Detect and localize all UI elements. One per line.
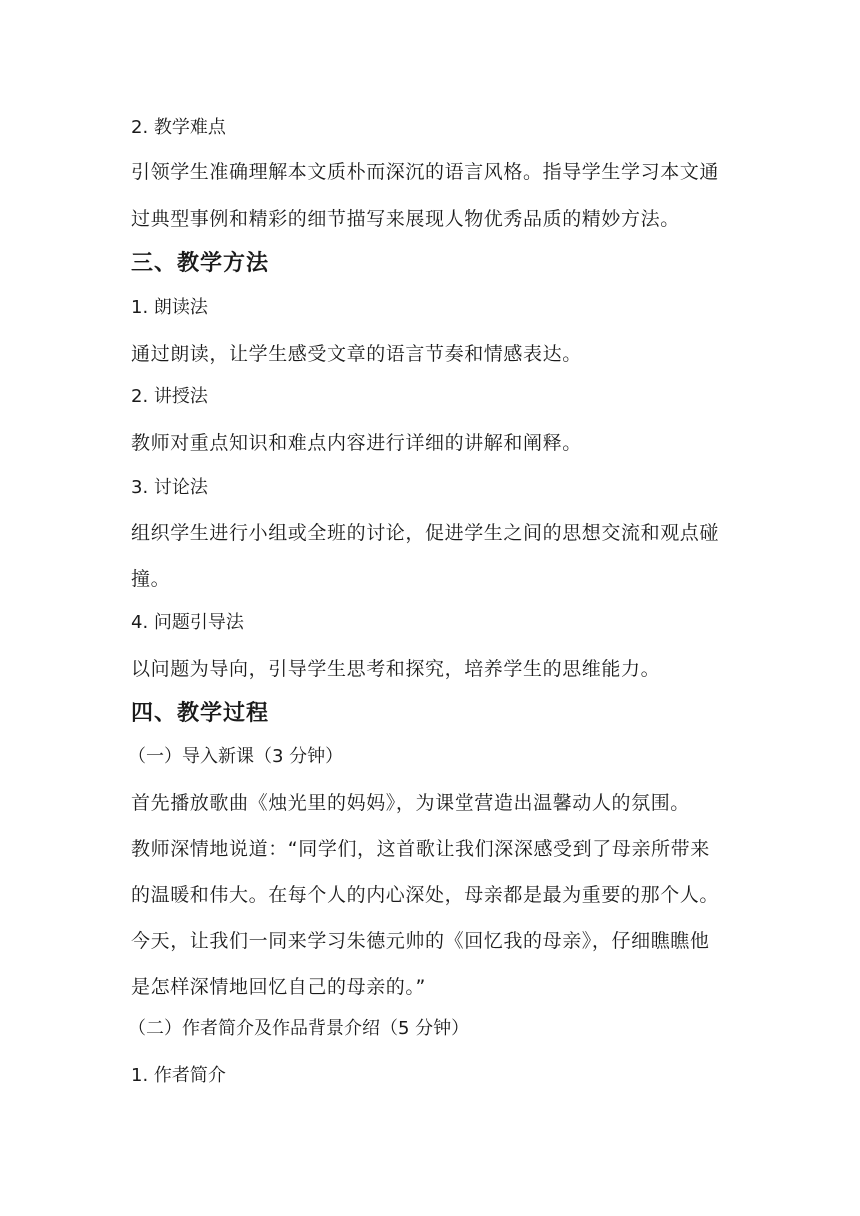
paragraph-line: 教师深情地说道：“同学们，这首歌让我们深深感受到了母亲所带来	[131, 838, 710, 860]
method-text: 撞。	[131, 568, 171, 590]
section-heading-teaching-process: 四、教学过程	[131, 701, 270, 726]
method-text: 组织学生进行小组或全班的讨论，促进学生之间的思想交流和观点碰	[131, 522, 720, 544]
paragraph-line: 的温暖和伟大。在每个人的内心深处，母亲都是最为重要的那个人。	[131, 884, 720, 906]
paragraph-line: 今天，让我们一同来学习朱德元帅的《回忆我的母亲》，仔细瞧瞧他	[131, 930, 710, 952]
method-title: 4. 问题引导法	[131, 612, 244, 633]
method-title: 2. 讲授法	[131, 386, 208, 407]
paragraph-line: 引领学生准确理解本文质朴而深沉的语言风格。指导学生学习本文通	[131, 161, 720, 183]
subheading-author-intro: 1. 作者简介	[131, 1065, 226, 1086]
part-heading-introduction: （一）导入新课（3 分钟）	[128, 746, 344, 767]
section-heading-teaching-methods: 三、教学方法	[131, 251, 270, 276]
subheading-teaching-difficulty: 2. 教学难点	[131, 117, 226, 138]
paragraph-line: 过典型事例和精彩的细节描写来展现人物优秀品质的精妙方法。	[131, 208, 680, 230]
method-title: 1. 朗读法	[131, 297, 208, 318]
method-text: 通过朗读，让学生感受文章的语言节奏和情感表达。	[131, 343, 582, 365]
paragraph-line: 是怎样深情地回忆自己的母亲的。”	[131, 976, 426, 998]
part-heading-author-background: （二）作者简介及作品背景介绍（5 分钟）	[128, 1018, 470, 1039]
method-text: 教师对重点知识和难点内容进行详细的讲解和阐释。	[131, 432, 582, 454]
paragraph-line: 首先播放歌曲《烛光里的妈妈》，为课堂营造出温馨动人的氛围。	[131, 792, 690, 814]
method-text: 以问题为导向，引导学生思考和探究，培养学生的思维能力。	[131, 658, 661, 680]
method-title: 3. 讨论法	[131, 477, 208, 498]
